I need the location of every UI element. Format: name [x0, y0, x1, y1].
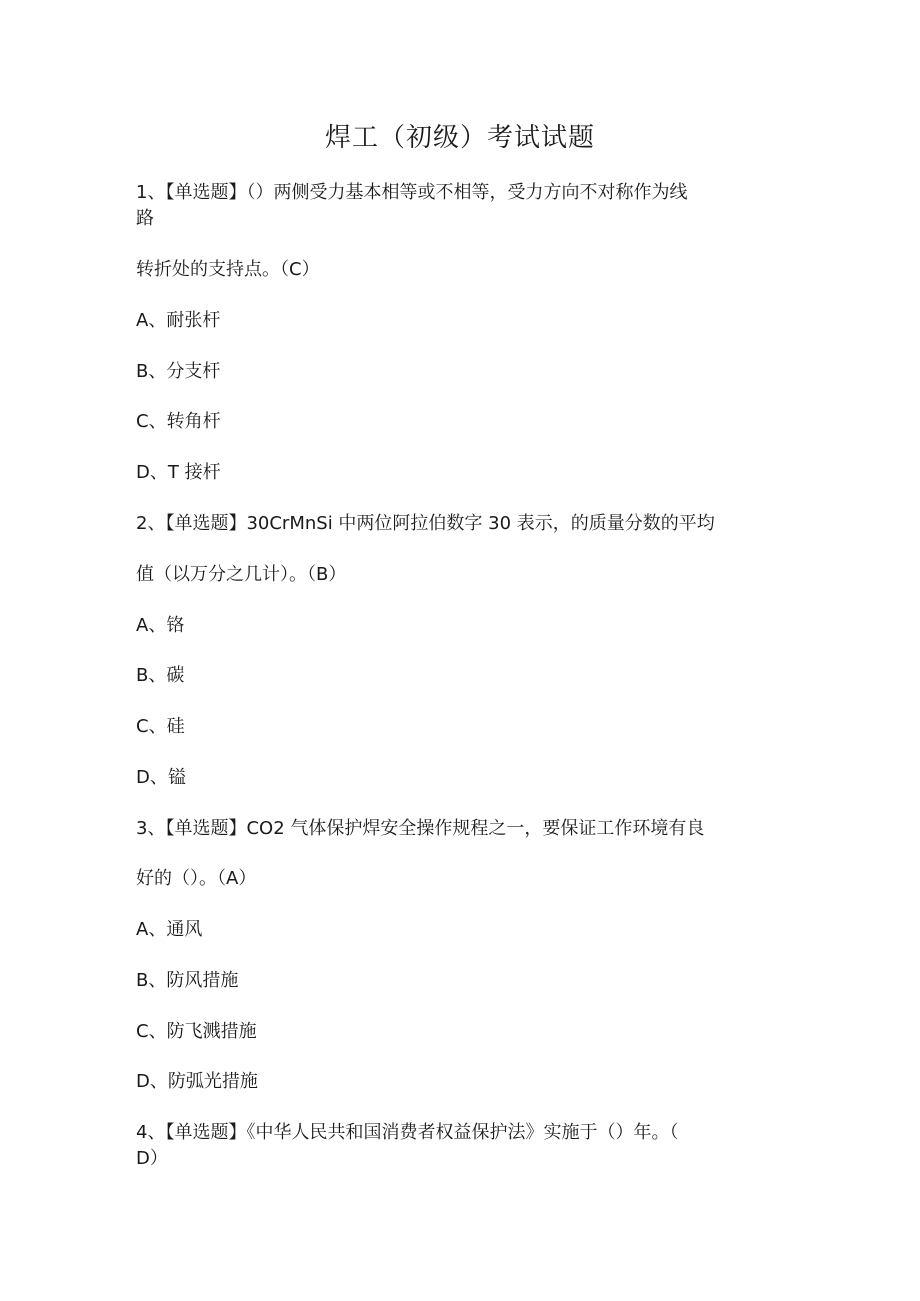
question-1-option-d: D、T 接杆 — [136, 462, 221, 483]
question-4-stem-wrap: D） — [136, 1148, 168, 1169]
document-title: 焊工（初级）考试试题 — [324, 123, 595, 153]
question-3-option-d: D、防弧光措施 — [136, 1071, 258, 1092]
question-2-option-d: D、镒 — [136, 767, 186, 788]
question-1-stem-end: 转折处的支持点。（C） — [136, 259, 320, 280]
question-2-stem: 2、【单选题】30CrMnSi 中两位阿拉伯数字 30 表示，的质量分数的平均 — [136, 513, 715, 534]
question-2-option-b: B、碳 — [136, 665, 185, 686]
question-3-option-a: A、通风 — [136, 919, 203, 940]
question-1-stem: 1、【单选题】（）两侧受力基本相等或不相等，受力方向不对称作为线 — [136, 182, 688, 203]
question-3-option-b: B、防风措施 — [136, 970, 239, 991]
question-4-stem: 4、【单选题】《中华人民共和国消费者权益保护法》实施于（）年。（ — [136, 1122, 679, 1143]
question-2-option-a: A、铬 — [136, 615, 185, 636]
question-1-option-c: C、转角杆 — [136, 411, 221, 432]
question-1-option-b: B、分支杆 — [136, 361, 221, 382]
question-2-option-c: C、硅 — [136, 716, 185, 737]
question-3-stem: 3、【单选题】CO2 气体保护焊安全操作规程之一，要保证工作环境有良 — [136, 818, 705, 839]
question-2-stem-end: 值（以万分之几计）。（B） — [136, 564, 347, 585]
question-3-option-c: C、防飞溅措施 — [136, 1021, 257, 1042]
question-1-option-a: A、耐张杆 — [136, 310, 221, 331]
question-1-stem-wrap: 路 — [136, 208, 154, 229]
question-3-stem-end: 好的（）。（A） — [136, 868, 257, 889]
